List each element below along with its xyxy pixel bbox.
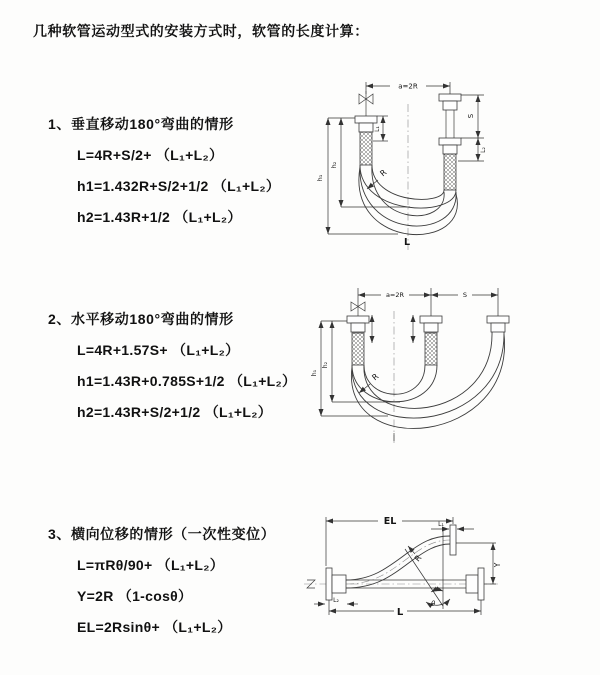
tick-dimension: [372, 315, 413, 343]
dim-label-r: R: [378, 167, 389, 179]
flange-fitting-left: [347, 316, 369, 365]
dim-label-h1: h₁: [311, 369, 318, 377]
section-vertical-movement: [48, 114, 280, 238]
section-horizontal-movement: [48, 309, 296, 433]
dim-label-h1: h₁: [316, 174, 324, 182]
section-1-heading: 1、垂直移动180°弯曲的情形: [48, 116, 234, 132]
dimension-l2: [458, 138, 487, 161]
dimension-s: [431, 289, 498, 299]
dim-label-theta: θ: [431, 600, 436, 608]
dim-label-l2: L₂: [480, 147, 487, 153]
formula-line: h2=1.43R+S/2+1/2 （L₁+L₂）: [77, 404, 273, 420]
dim-label-y: Y: [493, 562, 502, 568]
flange-fitting-right: [487, 316, 509, 332]
dim-label-length: L: [396, 607, 404, 618]
flange-fitting-right: [466, 568, 484, 600]
dim-label-el: EL: [383, 516, 397, 527]
diagram-vertical-180-bend: [298, 68, 588, 263]
formula-line: Y=2R （1-cosθ）: [77, 588, 193, 604]
formula-line: L=4R+S/2+ （L₁+L₂）: [77, 147, 224, 163]
dim-label-s: S: [462, 291, 468, 299]
dimension-length: [329, 600, 481, 618]
section-lateral-displacement: [48, 524, 275, 648]
valve-icon: [351, 302, 365, 316]
diagram-horizontal-180-bend: [308, 283, 598, 458]
dim-label-h2: h₂: [322, 361, 329, 369]
dim-label-r: R: [412, 553, 424, 564]
dimension-a2r: [366, 80, 450, 94]
flange-fitting-middle: [420, 316, 442, 365]
valve-icon: [359, 91, 373, 116]
formula-line: h1=1.43R+0.785S+1/2 （L₁+L₂）: [77, 373, 297, 389]
dim-label-a2r: a=2R: [398, 82, 418, 91]
formula-line: EL=2Rsinθ+ （L₁+L₂）: [77, 619, 232, 635]
dim-label-length: L: [404, 237, 411, 248]
formula-line: h1=1.432R+S/2+1/2 （L₁+L₂）: [77, 178, 281, 194]
braided-hose-section: [444, 154, 456, 190]
flange-fitting-left: [326, 568, 346, 600]
dim-label-r: R: [370, 371, 381, 383]
dimension-s: [461, 95, 484, 138]
dim-label-l1: L₁: [374, 126, 381, 132]
dim-label-s: S: [467, 113, 475, 119]
dimension-a2r: [358, 288, 498, 316]
dim-label-l2: L₂: [333, 597, 339, 604]
formula-line: h2=1.43R+1/2 （L₁+L₂）: [77, 209, 242, 225]
dimension-l2: [314, 597, 358, 604]
section-3-heading: 3、横向位移的情形（一次性变位）: [48, 526, 276, 542]
flange-fitting-upper: [450, 525, 456, 555]
flange-fitting-left: [355, 116, 377, 165]
dim-label-h2: h₂: [330, 161, 338, 169]
formula-line: L=πRθ/90+ （L₁+L₂）: [77, 557, 225, 573]
dim-label-a2r: a=2R: [385, 291, 405, 299]
dimension-el: [326, 514, 453, 566]
section-2-heading: 2、水平移动180°弯曲的情形: [48, 311, 234, 327]
radius-callout: [367, 168, 389, 189]
flange-fitting-right-upper: [439, 94, 461, 138]
braided-hose-section: [360, 132, 372, 165]
diagram-lateral-displacement: [298, 503, 598, 648]
formula-line: L=4R+1.57S+ （L₁+L₂）: [77, 342, 240, 358]
angle-theta: [405, 527, 450, 609]
dim-label-l1: L₁: [438, 521, 444, 528]
page-title: 几种软管运动型式的安装方式时，软管的长度计算：: [33, 23, 369, 39]
braided-hose-section: [425, 333, 437, 365]
braided-hose-section: [352, 333, 364, 365]
flange-fitting-right-lower: [439, 138, 461, 190]
